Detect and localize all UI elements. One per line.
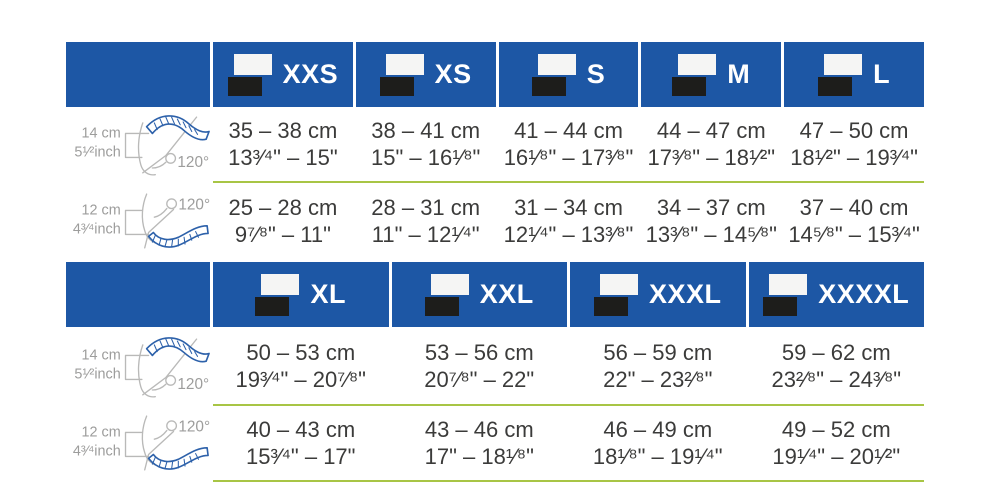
swatch-white — [678, 54, 716, 75]
inch-range: 15" – 16¹⁄⁸" — [371, 145, 481, 170]
size-label-s: S — [586, 59, 606, 89]
size-label-m: M — [727, 59, 751, 89]
inch-range: 17" – 18¹⁄⁸" — [424, 444, 534, 469]
header-empty-cell — [66, 262, 210, 327]
size-label-l: L — [873, 59, 891, 89]
knee-angle-label: 120° — [178, 196, 210, 214]
size-cell-xl-below-knee — [213, 406, 389, 480]
swatch-white — [386, 54, 424, 75]
size-cell-xxxl-below-knee — [570, 406, 746, 480]
cm-range: 25 – 28 cm — [228, 195, 338, 220]
cm-range: 31 – 34 cm — [514, 195, 623, 220]
colorway-swatch-icon — [594, 274, 638, 316]
size-cell-xxs-below-knee — [213, 183, 353, 259]
calf-circumference-measure-icon — [66, 183, 210, 259]
measure-icon-below-knee — [66, 183, 210, 259]
swatch-black — [594, 297, 628, 316]
measure-cm-label: 12 cm — [81, 202, 121, 219]
knee-angle-label: 120° — [177, 154, 210, 172]
cm-range: 56 – 59 cm — [603, 339, 713, 365]
swatch-black — [255, 297, 289, 316]
size-cell-xxl-below-knee — [392, 406, 568, 480]
cm-range: 38 – 41 cm — [371, 118, 481, 143]
swatch-black — [380, 77, 414, 96]
measure-inch-label: 5¹⁄²inch — [74, 365, 121, 382]
swatch-black — [672, 77, 706, 96]
inch-range: 18¹⁄²" – 19³⁄⁴" — [790, 145, 918, 170]
measure-icon-above-knee — [66, 327, 210, 404]
size-cell-m-below-knee — [641, 183, 781, 259]
measure-inch-label: 5¹⁄²inch — [74, 144, 121, 161]
inch-range: 15³⁄⁴" – 17" — [246, 444, 356, 469]
size-label-xxxxl: XXXXL — [818, 279, 910, 309]
size-cell-xs-below-knee — [356, 183, 496, 259]
cm-range: 53 – 56 cm — [424, 339, 534, 365]
swatch-white — [600, 274, 638, 295]
size-cell-xxxl-above-knee — [570, 327, 746, 404]
cm-range: 47 – 50 cm — [799, 118, 909, 143]
size-label-xs: XS — [434, 59, 472, 89]
header-cell-xl — [213, 262, 389, 327]
cm-range: 44 – 47 cm — [656, 118, 766, 143]
size-cell-s-above-knee — [499, 107, 639, 181]
cm-range: 50 – 53 cm — [246, 339, 356, 365]
inch-range: 19¹⁄⁴" – 20¹⁄²" — [772, 444, 901, 469]
measure-icon-above-knee — [66, 107, 210, 181]
cm-range: 43 – 46 cm — [424, 417, 534, 442]
size-cell-m-above-knee — [641, 107, 781, 181]
swatch-white — [538, 54, 576, 75]
cm-range: 46 – 49 cm — [603, 417, 713, 442]
swatch-black — [763, 297, 797, 316]
inch-range: 13³⁄⁸" – 14⁵⁄⁸" — [645, 222, 777, 247]
swatch-black — [818, 77, 852, 96]
cm-range: 40 – 43 cm — [246, 417, 356, 442]
inch-range: 23²⁄⁸" – 24³⁄⁸" — [771, 366, 902, 392]
inch-range: 13³⁄⁴" – 15" — [228, 145, 338, 170]
size-label-xxl: XXL — [479, 279, 534, 309]
colorway-swatch-icon — [380, 54, 424, 96]
size-cell-l-below-knee — [784, 183, 924, 259]
header-cell-xxxxl — [749, 262, 925, 327]
knee-angle-label: 120° — [178, 418, 210, 436]
measure-inch-label: 4³⁄⁴inch — [72, 443, 121, 460]
header-cell-s — [499, 42, 639, 107]
header-empty-cell — [66, 42, 210, 107]
inch-range: 20⁷⁄⁸" – 22" — [424, 366, 535, 392]
cm-range: 49 – 52 cm — [781, 417, 891, 442]
header-cell-xxs — [213, 42, 353, 107]
size-cell-xxs-above-knee — [213, 107, 353, 181]
inch-range: 11" – 12¹⁄⁴" — [371, 222, 480, 247]
upper-size-table — [66, 42, 924, 259]
lower-size-table — [66, 262, 924, 482]
swatch-black — [425, 297, 459, 316]
header-cell-m — [641, 42, 781, 107]
swatch-white — [234, 54, 272, 75]
inch-range: 16¹⁄⁸" – 17³⁄⁸" — [503, 145, 634, 170]
swatch-white — [431, 274, 469, 295]
swatch-white — [769, 274, 807, 295]
bottom-separator — [213, 480, 924, 482]
swatch-white — [824, 54, 862, 75]
inch-range: 14⁵⁄⁸" – 15³⁄⁴" — [788, 222, 920, 247]
size-cell-xxxxl-above-knee — [749, 327, 925, 404]
size-cell-xs-above-knee — [356, 107, 496, 181]
size-cell-l-above-knee — [784, 107, 924, 181]
size-cell-xl-above-knee — [213, 327, 389, 404]
swatch-white — [261, 274, 299, 295]
cm-range: 37 – 40 cm — [799, 195, 909, 220]
header-cell-l — [784, 42, 924, 107]
measure-cm-label: 12 cm — [81, 424, 121, 441]
cm-range: 28 – 31 cm — [371, 195, 481, 220]
calf-circumference-measure-icon — [66, 405, 210, 481]
measure-icon-below-knee — [66, 406, 210, 480]
cm-range: 35 – 38 cm — [228, 118, 338, 143]
cm-range: 59 – 62 cm — [781, 339, 891, 365]
measure-cm-label: 14 cm — [81, 125, 121, 142]
cm-range: 41 – 44 cm — [514, 118, 623, 143]
inch-range: 17³⁄⁸" – 18¹⁄²" — [647, 145, 776, 170]
header-cell-xxxl — [570, 262, 746, 327]
colorway-swatch-icon — [672, 54, 716, 96]
inch-range: 22" – 23²⁄⁸" — [603, 366, 713, 392]
header-cell-xxl — [392, 262, 568, 327]
inch-range: 18¹⁄⁸" – 19¹⁄⁴" — [592, 444, 723, 469]
inch-range: 12¹⁄⁴" – 13³⁄⁸" — [503, 222, 634, 247]
measure-cm-label: 14 cm — [81, 346, 121, 363]
swatch-black — [228, 77, 262, 96]
colorway-swatch-icon — [532, 54, 576, 96]
knee-angle-label: 120° — [177, 375, 210, 393]
size-cell-xxl-above-knee — [392, 327, 568, 404]
colorway-swatch-icon — [818, 54, 862, 96]
inch-range: 19³⁄⁴" – 20⁷⁄⁸" — [235, 366, 366, 392]
colorway-swatch-icon — [228, 54, 272, 96]
swatch-black — [532, 77, 566, 96]
measure-inch-label: 4³⁄⁴inch — [72, 221, 121, 238]
header-cell-xs — [356, 42, 496, 107]
cm-range: 34 – 37 cm — [656, 195, 766, 220]
thigh-circumference-measure-icon — [66, 328, 210, 404]
inch-range: 9⁷⁄⁸" – 11" — [234, 222, 331, 247]
size-cell-xxxxl-below-knee — [749, 406, 925, 480]
thigh-circumference-measure-icon — [66, 106, 210, 182]
size-label-xxxl: XXXL — [648, 279, 722, 309]
colorway-swatch-icon — [255, 274, 299, 316]
colorway-swatch-icon — [763, 274, 807, 316]
size-label-xl: XL — [310, 279, 346, 309]
size-cell-s-below-knee — [499, 183, 639, 259]
size-label-xxs: XXS — [282, 59, 339, 89]
colorway-swatch-icon — [425, 274, 469, 316]
